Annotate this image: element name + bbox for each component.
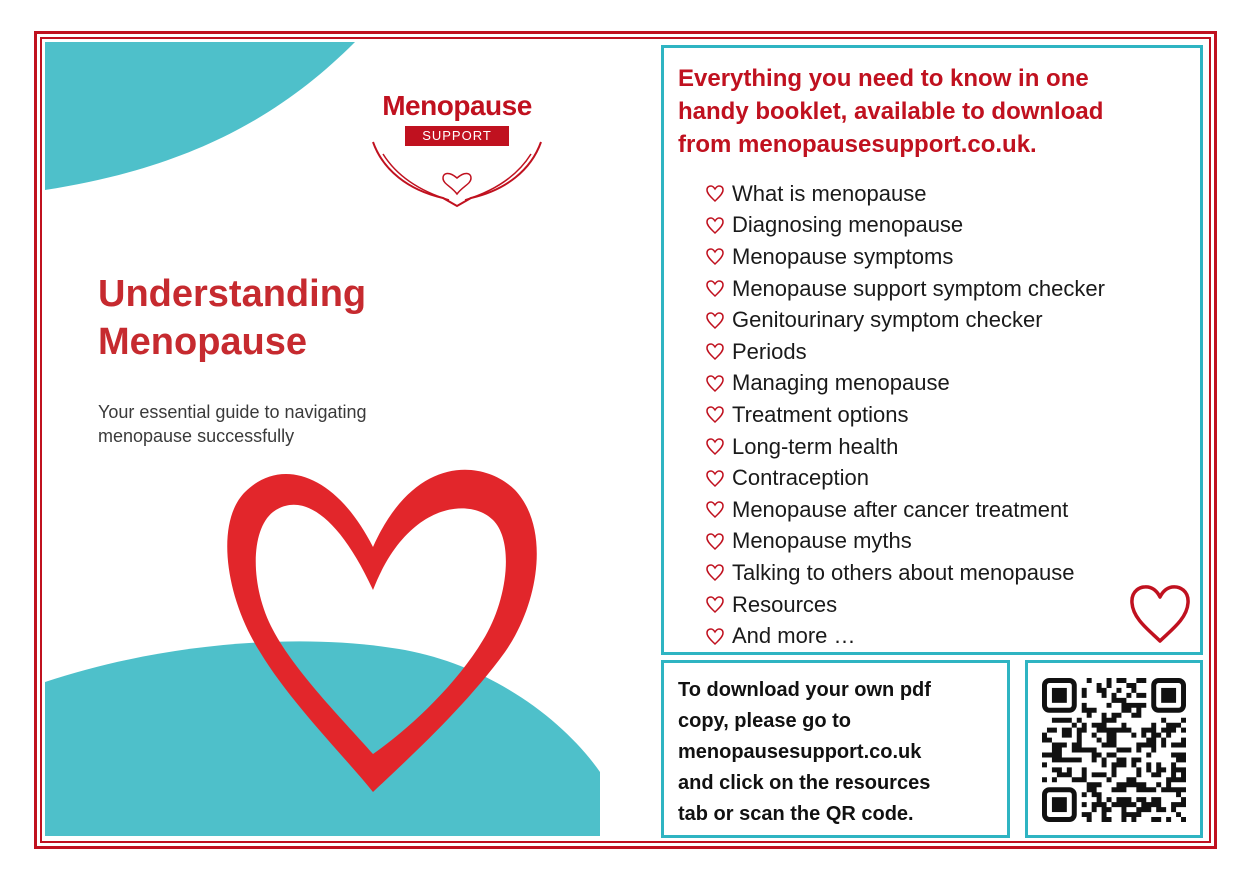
booklet-cover — [45, 42, 600, 836]
topics-list — [705, 178, 1105, 652]
headline-line: handy booklet, available to download — [678, 98, 1104, 125]
outline-heart-icon — [1128, 583, 1192, 645]
cover-title-line: Understanding — [98, 273, 367, 315]
topic-item — [705, 241, 1105, 273]
topic-item — [705, 557, 1105, 589]
headline-line: from menopausesupport.co.uk. — [678, 131, 1037, 158]
qr-code-box[interactable] — [1025, 660, 1203, 838]
small-heart-icon — [705, 247, 725, 266]
topic-label: Periods — [732, 338, 807, 364]
topic-label: Genitourinary symptom checker — [732, 307, 1043, 333]
small-heart-icon — [705, 500, 725, 519]
cover-subtitle-line: Your essential guide to navigating — [98, 402, 367, 422]
headline-line: Everything you need to know in one — [678, 65, 1089, 92]
qr-finder-center — [1161, 688, 1176, 703]
topic-item — [705, 620, 1105, 652]
logo-wordmark: Menopause — [382, 90, 532, 121]
topic-item — [705, 336, 1105, 368]
topic-item — [705, 178, 1105, 210]
topic-label: What is menopause — [732, 180, 927, 206]
top-teal-shape — [45, 42, 355, 190]
topic-label: Long-term health — [732, 433, 899, 459]
topic-item — [705, 273, 1105, 305]
download-line: copy, please go to — [678, 710, 851, 732]
topic-label: Diagnosing menopause — [732, 212, 964, 238]
qr-finder-center — [1052, 797, 1067, 812]
small-heart-icon — [705, 279, 725, 298]
menopause-support-logo — [363, 90, 551, 230]
topic-item — [705, 431, 1105, 463]
topic-item — [705, 494, 1105, 526]
small-heart-icon — [705, 342, 725, 361]
small-heart-icon — [705, 405, 725, 424]
topic-item — [705, 210, 1105, 242]
download-line: tab or scan the QR code. — [678, 803, 914, 825]
topic-item — [705, 304, 1105, 336]
cover-title — [98, 270, 558, 366]
small-heart-icon — [705, 184, 725, 203]
topic-label: Treatment options — [732, 401, 909, 427]
small-heart-icon — [705, 374, 725, 393]
topic-label: Contraception — [732, 465, 869, 491]
logo-subtitle: SUPPORT — [405, 126, 509, 146]
small-heart-icon — [705, 311, 725, 330]
topic-label: Talking to others about menopause — [732, 559, 1075, 585]
bottom-teal-shape — [45, 641, 600, 836]
topic-item — [705, 399, 1105, 431]
small-heart-icon — [705, 563, 725, 582]
topic-item — [705, 526, 1105, 558]
download-line: menopausesupport.co.uk — [678, 741, 922, 763]
topic-label: And more … — [732, 623, 856, 649]
small-heart-icon — [705, 532, 725, 551]
download-instructions — [678, 675, 1000, 830]
contents-panel — [661, 45, 1203, 655]
small-heart-icon — [705, 437, 725, 456]
topic-label: Menopause after cancer treatment — [732, 496, 1069, 522]
topic-label: Menopause symptoms — [732, 243, 954, 269]
small-heart-icon — [705, 216, 725, 235]
cover-subtitle-line: menopause successfully — [98, 426, 295, 446]
download-line: and click on the resources — [678, 772, 931, 794]
small-heart-icon — [705, 627, 725, 646]
small-heart-icon — [705, 469, 725, 488]
qr-code-icon[interactable] — [1042, 678, 1186, 822]
small-heart-icon — [705, 595, 725, 614]
topic-label: Resources — [732, 591, 838, 617]
cover-subtitle — [98, 400, 518, 448]
topic-label: Menopause support symptom checker — [732, 275, 1105, 301]
qr-finder-center — [1052, 688, 1067, 703]
topic-item — [705, 368, 1105, 400]
download-info-box — [661, 660, 1010, 838]
cover-title-line: Menopause — [98, 321, 308, 363]
topic-item — [705, 589, 1105, 621]
download-line: To download your own pdf — [678, 679, 931, 701]
topic-item — [705, 462, 1105, 494]
topic-label: Menopause myths — [732, 528, 912, 554]
topic-label: Managing menopause — [732, 370, 950, 396]
headline — [678, 62, 1198, 161]
